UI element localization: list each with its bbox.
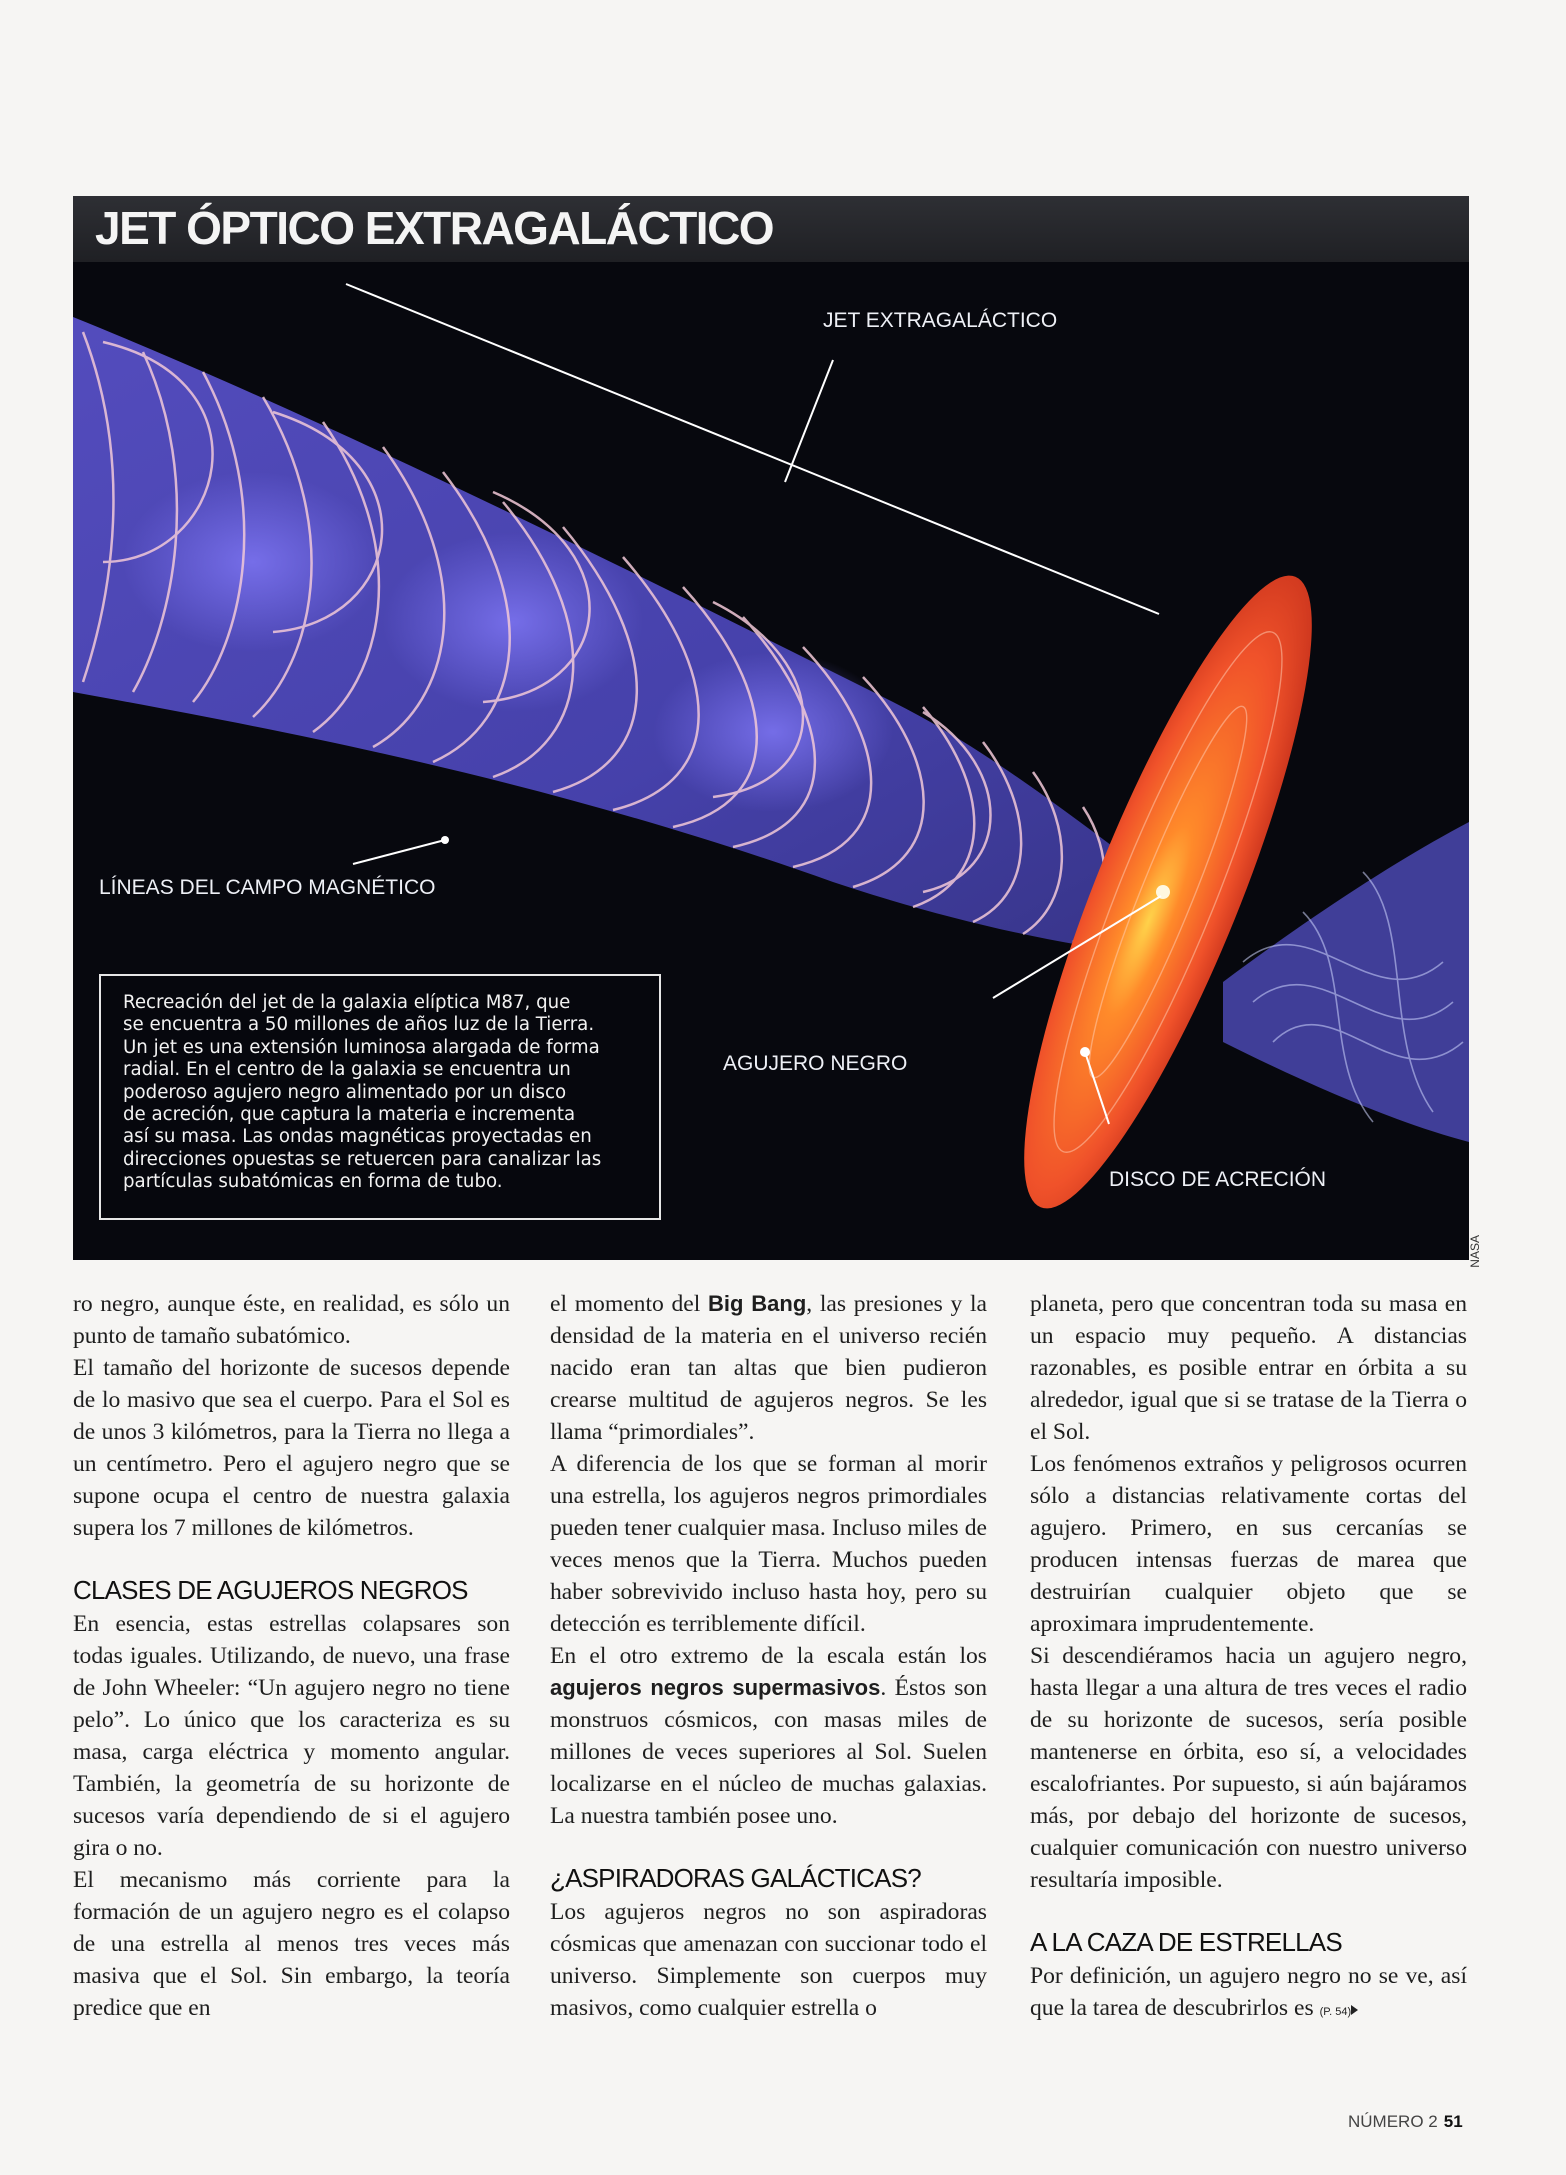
column-2 — [550, 1288, 987, 2024]
paragraph: Por definición, un agujero negro no se ve, así que la tarea de descubrirlos es (P. 54) — [1030, 1963, 1467, 2021]
highlight-term: agujeros negros supermasivos — [550, 1675, 881, 1700]
label-field-lines: LÍNEAS DEL CAMPO MAGNÉTICO — [99, 876, 436, 899]
figure-caption — [99, 974, 661, 1220]
caption-line: Recreación del jet de la galaxia elíptica M87, que — [123, 992, 571, 1013]
caption-line: radial. En el centro de la galaxia se encuentra un — [123, 1059, 571, 1081]
label-black-hole: AGUJERO NEGRO — [723, 1052, 908, 1075]
column-3 — [1030, 1288, 1467, 2028]
page-number: 51 — [1443, 2112, 1463, 2131]
caption-line: de acreción, que captura la materia e incrementa — [123, 1104, 576, 1126]
label-jet: JET EXTRAGALÁCTICO — [823, 309, 1058, 332]
page-folio — [1348, 2112, 1463, 2132]
paragraph: planeta, pero que concentran toda su masa en un espacio muy pequeño. A distancias razonables, es posible entrar en órbita a su alrededor, igual que si se tratase de la Tierra o el Sol. — [1030, 1291, 1467, 1445]
caption-line: partículas subatómicas en forma de tubo. — [123, 1171, 503, 1193]
caption-line: se encuentra a 50 millones de años luz de la Tierra. — [123, 1014, 595, 1036]
label-disk: DISCO DE ACRECIÓN — [1109, 1168, 1327, 1191]
paragraph: A diferencia de los que se forman al morir una estrella, los agujeros negros primordiales pueden tener cualquier masa. Incluso miles de veces menos que la Tierra. Muchos pueden haber sobrevivido incluso hasta hoy, pero su detección es terriblemente difícil. — [550, 1451, 987, 1637]
infographic-figure — [73, 196, 1469, 1260]
paragraph: El mecanismo más corriente para la formación de un agujero negro es el colapso de una estrella al menos tres veces más masiva que el Sol. Sin embargo, la teoría predice que en — [73, 1867, 510, 2021]
paragraph: Si descendiéramos hacia un agujero negro, hasta llegar a una altura de tres veces el radio de su horizonte de sucesos, sería posible mantenerse en órbita, eso sí, a velocidades escalofriantes. Por supuesto, si aún bajáramos más, por debajo del horizonte de sucesos, cualquier comunicación con nuestro universo resultaría imposible. — [1030, 1643, 1467, 1893]
caption-line: poderoso agujero negro alimentado por un disco — [123, 1081, 567, 1103]
figure-title: JET ÓPTICO EXTRAGALÁCTICO — [95, 202, 774, 254]
paragraph: Los agujeros negros no son aspiradoras cósmicas que amenazan con succionar todo el universo. Simplemente son cuerpos muy masivos, como cualquier estrella o — [550, 1899, 987, 2021]
section-heading: ¿ASPIRADORAS GALÁCTICAS? — [550, 1863, 921, 1893]
paragraph: ro negro, aunque éste, en realidad, es sólo un punto de tamaño subatómico. — [73, 1291, 510, 1349]
caption-line: Un jet es una extensión luminosa alargada de forma — [123, 1036, 600, 1058]
figure-title-bar — [73, 196, 1469, 262]
image-credit: NASA — [1468, 1235, 1482, 1268]
magazine-issue: NÚMERO 2 — [1348, 2112, 1438, 2131]
section-heading: A LA CAZA DE ESTRELLAS — [1030, 1927, 1342, 1957]
caption-line: direcciones opuestas se retuercen para canalizar las — [123, 1148, 602, 1170]
continued-reference[interactable]: (P. 54) — [1319, 2006, 1352, 2018]
paragraph: el momento del Big Bang, las presiones y la densidad de la materia en el universo recién nacido eran tan altas que bien pudieron crearse multitud de agujeros negros. Se les llama “primordiales”. — [550, 1291, 987, 1445]
paragraph: En esencia, estas estrellas colapsares son todas iguales. Utilizando, de nuevo, una frase de John Wheeler: “Un agujero negro no tiene pelo”. Lo único que los caracteriza es su masa, carga eléctrica y momento angular. También, la geometría de su horizonte de sucesos varía dependiendo de si el agujero gira o no. — [73, 1611, 510, 1861]
paragraph: En el otro extremo de la escala están los agujeros negros supermasivos. Éstos son monstruos cósmicos, con masas miles de millones de veces superiores al Sol. Suelen localizarse en el núcleo de muchas galaxias. La nuestra también posee uno. — [550, 1643, 987, 1829]
paragraph: Los fenómenos extraños y peligrosos ocurren sólo a distancias relativamente cortas del agujero. Primero, en sus cercanías se producen intensas fuerzas de marea que destruirían cualquier objeto que se aproximara imprudentemente. — [1030, 1451, 1467, 1637]
highlight-term: Big Bang — [707, 1291, 807, 1316]
caption-line: así su masa. Las ondas magnéticas proyectadas en — [123, 1126, 592, 1148]
continue-arrow-icon — [1351, 2005, 1358, 2015]
paragraph: El tamaño del horizonte de sucesos depende de lo masivo que sea el cuerpo. Para el Sol es de unos 3 kilómetros, para la Tierra no llega a un centímetro. Pero el agujero negro que se supone ocupa el centro de nuestra galaxia supera los 7 millones de kilómetros. — [73, 1355, 510, 1541]
column-1 — [73, 1288, 510, 2024]
section-heading: CLASES DE AGUJEROS NEGROS — [73, 1575, 468, 1605]
